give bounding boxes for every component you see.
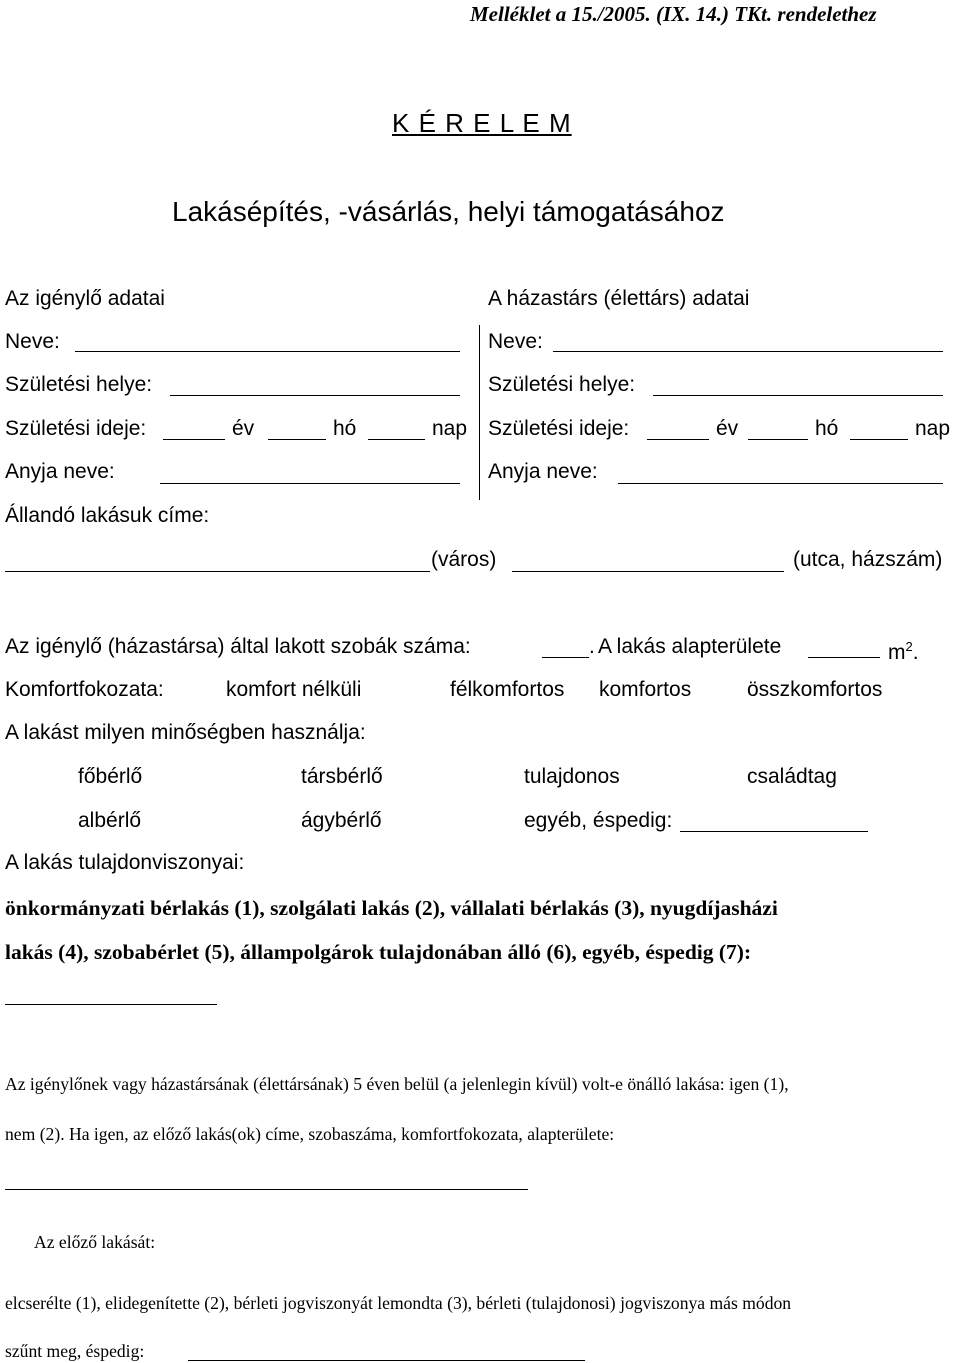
usage-option[interactable]: tulajdonos bbox=[524, 765, 620, 788]
spouse-day-label: nap bbox=[915, 417, 951, 440]
previous-question-line2: nem (2). Ha igen, az előző lakás(ok) címe, szobaszáma, komfortfokozata, alapterülete: bbox=[5, 1124, 615, 1144]
applicant-year-label: év bbox=[232, 417, 255, 440]
applicant-birthdate-label: Születési ideje: bbox=[5, 417, 147, 440]
applicant-month-label: hó bbox=[333, 417, 357, 440]
address-street-field[interactable] bbox=[512, 571, 784, 572]
address-label: Állandó lakásuk címe: bbox=[5, 504, 210, 527]
ownership-options-line1: önkormányzati bérlakás (1), szolgálati lakás (2), vállalati bérlakás (3), nyugdíjasházi bbox=[5, 896, 778, 920]
column-divider bbox=[479, 325, 480, 500]
comfort-option[interactable]: összkomfortos bbox=[747, 678, 883, 701]
applicant-heading: Az igénylő adatai bbox=[5, 287, 165, 310]
spouse-month-label: hó bbox=[815, 417, 839, 440]
spouse-mother-label: Anyja neve: bbox=[488, 460, 598, 483]
applicant-day-field[interactable] bbox=[368, 439, 425, 440]
usage-option[interactable]: társbérlő bbox=[301, 765, 383, 788]
applicant-mother-field[interactable] bbox=[160, 483, 460, 484]
spouse-name-label: Neve: bbox=[488, 330, 543, 353]
applicant-birthplace-field[interactable] bbox=[170, 395, 460, 396]
applicant-month-field[interactable] bbox=[268, 439, 326, 440]
page-subtitle: Lakásépítés, -vásárlás, helyi támogatásához bbox=[172, 196, 725, 227]
previous-home-label: Az előző lakását: bbox=[34, 1232, 156, 1252]
ownership-other-field[interactable] bbox=[5, 1004, 217, 1005]
rooms-field[interactable] bbox=[542, 657, 589, 658]
page-title: K É R E L E M bbox=[392, 108, 572, 138]
rooms-label: Az igénylő (házastársa) által lakott szobák száma: bbox=[5, 635, 471, 658]
usage-label: A lakást milyen minőségben használja: bbox=[5, 721, 366, 744]
spouse-birthplace-field[interactable] bbox=[653, 395, 943, 396]
usage-option[interactable]: albérlő bbox=[78, 809, 142, 832]
area-field[interactable] bbox=[808, 657, 880, 658]
previous-other-field[interactable] bbox=[188, 1360, 585, 1361]
ownership-label: A lakás tulajdonviszonyai: bbox=[5, 851, 245, 874]
spouse-year-field[interactable] bbox=[647, 439, 709, 440]
ownership-options-line2: lakás (4), szobabérlet (5), állampolgárok tulajdonában álló (6), egyéb, éspedig (7): bbox=[5, 940, 752, 964]
address-city-label: (város) bbox=[431, 548, 497, 571]
applicant-day-label: nap bbox=[432, 417, 468, 440]
applicant-name-label: Neve: bbox=[5, 330, 60, 353]
usage-option[interactable]: ágybérlő bbox=[301, 809, 382, 832]
spouse-month-field[interactable] bbox=[748, 439, 808, 440]
spouse-name-field[interactable] bbox=[553, 351, 943, 352]
previous-details-field[interactable] bbox=[5, 1189, 528, 1190]
applicant-name-field[interactable] bbox=[75, 351, 460, 352]
area-label: A lakás alapterülete bbox=[598, 635, 782, 658]
applicant-mother-label: Anyja neve: bbox=[5, 460, 115, 483]
comfort-option[interactable]: komfort nélküli bbox=[226, 678, 362, 701]
usage-other-field[interactable] bbox=[680, 831, 868, 832]
previous-options-line1: elcserélte (1), elidegenítette (2), bérleti jogviszonyát lemondta (3), bérleti (tulajdonosi) jogviszonya más módon bbox=[5, 1293, 792, 1313]
address-street-label: (utca, házszám) bbox=[793, 548, 943, 571]
spouse-day-field[interactable] bbox=[850, 439, 908, 440]
comfort-option[interactable]: félkomfortos bbox=[450, 678, 565, 701]
spouse-birthplace-label: Születési helye: bbox=[488, 373, 636, 396]
previous-question-line1: Az igénylőnek vagy házastársának (élettársának) 5 éven belül (a jelenlegin kívül) volt-e önálló lakása: igen (1), bbox=[5, 1074, 789, 1094]
applicant-birthplace-label: Születési helye: bbox=[5, 373, 153, 396]
applicant-year-field[interactable] bbox=[163, 439, 225, 440]
area-unit: $m^2$. bbox=[888, 639, 919, 664]
spouse-year-label: év bbox=[716, 417, 739, 440]
spouse-mother-field[interactable] bbox=[618, 483, 943, 484]
spouse-heading: A házastárs (élettárs) adatai bbox=[488, 287, 750, 310]
address-city-field[interactable] bbox=[5, 571, 430, 572]
previous-options-line2: szűnt meg, éspedig: bbox=[5, 1341, 145, 1361]
comfort-option[interactable]: komfortos bbox=[599, 678, 692, 701]
usage-option[interactable]: családtag bbox=[747, 765, 837, 788]
spouse-birthdate-label: Születési ideje: bbox=[488, 417, 630, 440]
usage-option[interactable]: főbérlő bbox=[78, 765, 143, 788]
usage-option[interactable]: egyéb, éspedig: bbox=[524, 809, 673, 832]
rooms-period: . bbox=[589, 635, 595, 658]
comfort-label: Komfortfokozata: bbox=[5, 678, 164, 701]
regulation-reference: Melléklet a 15./2005. (IX. 14.) TKt. rendelethez bbox=[470, 2, 877, 26]
